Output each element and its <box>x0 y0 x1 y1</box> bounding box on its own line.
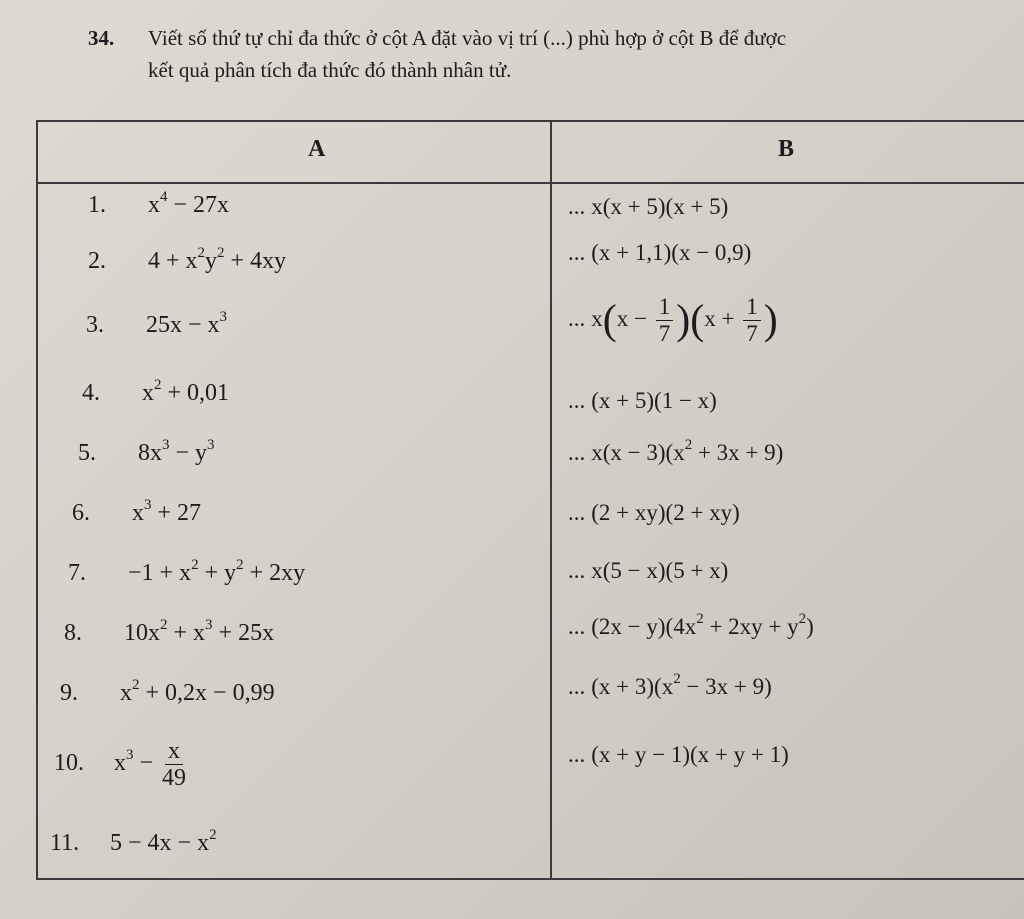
b-item-2 <box>568 240 751 266</box>
a-exponent: 4 <box>160 189 168 205</box>
b-item-4 <box>568 388 717 414</box>
right-paren: ) <box>676 297 691 344</box>
a-exponent: 3 <box>144 497 152 513</box>
column-b-header: B <box>778 136 795 162</box>
a-item-1 <box>88 189 230 219</box>
b-item-3 <box>568 294 778 347</box>
problem-text-line-2: kết quả phân tích đa thức đó thành nhân tử. <box>148 58 512 82</box>
a-term: x <box>120 680 132 706</box>
a-exponent: 3 <box>205 617 213 633</box>
b-fraction <box>743 294 761 347</box>
problem-text-line-1: Viết số thứ tự chỉ đa thức ở cột A đặt vào vị trí (...) phù hợp ở cột B để được <box>148 26 787 50</box>
a-item-number: 9. <box>60 680 78 706</box>
a-term: + 25x <box>212 620 275 646</box>
b-term: x(x + 5)(x + 5) <box>591 194 729 219</box>
b-term: x(5 − x)(5 + x) <box>591 558 729 583</box>
a-term: 5 − 4x − x <box>110 830 210 856</box>
a-item-5 <box>78 437 215 467</box>
a-exponent: 2 <box>197 245 206 261</box>
a-term: + 4xy <box>224 248 287 274</box>
a-item-number: 4. <box>82 380 100 406</box>
b-term: (2 + xy)(2 + xy) <box>591 500 740 525</box>
a-term: − y <box>169 440 208 466</box>
left-paren: ( <box>602 297 617 344</box>
a-item-4 <box>82 377 230 407</box>
a-term: x <box>142 380 154 406</box>
b-exponent: 2 <box>673 671 681 687</box>
a-exponent: 2 <box>209 827 217 843</box>
a-item-11 <box>50 827 217 857</box>
a-term: + 0,01 <box>161 380 230 406</box>
b-term: ) <box>806 614 814 639</box>
a-exponent: 3 <box>219 309 228 325</box>
a-term: 4 + x <box>148 248 198 274</box>
a-item-number: 2. <box>88 248 106 274</box>
a-term: 10x <box>124 620 160 646</box>
a-item-7 <box>68 557 306 587</box>
a-item-number: 3. <box>86 312 104 338</box>
a-exponent: 2 <box>132 677 140 693</box>
a-item-9 <box>60 677 275 707</box>
fraction-numerator: 1 <box>743 294 761 321</box>
b-exponent: 2 <box>684 437 693 453</box>
a-exponent: 2 <box>236 557 244 573</box>
b-term: − 3x + 9) <box>680 674 772 699</box>
fraction-numerator: 1 <box>656 294 674 321</box>
b-term: x <box>591 305 603 331</box>
blank-dots[interactable]: ... <box>568 388 586 413</box>
a-exponent: 3 <box>126 747 134 764</box>
a-exponent: 2 <box>160 617 168 633</box>
blank-dots[interactable]: ... <box>568 742 586 767</box>
a-item-number: 11. <box>50 830 80 856</box>
a-item-8 <box>64 617 275 647</box>
a-term: + 0,2x − 0,99 <box>139 680 275 706</box>
b-fraction <box>656 294 674 347</box>
b-item-1 <box>568 194 728 220</box>
blank-dots[interactable]: ... <box>568 305 586 331</box>
a-term: + y <box>198 560 237 586</box>
a-term: − <box>133 750 160 777</box>
b-term: x − <box>616 305 653 331</box>
a-item-number: 1. <box>88 192 106 218</box>
b-item-6 <box>568 500 740 526</box>
a-term: − 27x <box>167 192 230 218</box>
a-term: + 2xy <box>243 560 306 586</box>
problem-number: 34. <box>88 26 115 50</box>
blank-dots[interactable]: ... <box>568 558 586 583</box>
b-term: (x + 1,1)(x − 0,9) <box>591 240 752 265</box>
a-item-2 <box>88 245 287 275</box>
b-term: (2x − y)(4x <box>591 614 697 639</box>
a-item-6 <box>72 497 202 527</box>
fraction-denominator: 7 <box>746 321 758 346</box>
a-item-number: 8. <box>64 620 82 646</box>
b-item-8 <box>568 611 814 640</box>
b-exponent: 2 <box>798 611 807 627</box>
a-item-number: 7. <box>68 560 86 586</box>
column-divider <box>550 122 552 878</box>
a-exponent: 3 <box>162 437 170 453</box>
b-item-9 <box>568 671 772 700</box>
a-term: x <box>132 500 144 526</box>
matching-table <box>36 120 1024 880</box>
blank-dots[interactable]: ... <box>568 674 586 699</box>
a-term: y <box>205 248 218 274</box>
header-rule <box>38 182 1024 184</box>
fraction-denominator: 7 <box>658 321 671 346</box>
a-exponent: 3 <box>207 437 215 453</box>
a-exponent: 2 <box>191 557 199 573</box>
b-item-10 <box>568 742 789 768</box>
a-term: 8x <box>138 440 162 466</box>
a-term: x <box>114 750 126 777</box>
a-term: + 27 <box>151 500 202 526</box>
b-term: + 2xy + y <box>703 614 799 639</box>
a-term: 25x − x <box>146 312 220 338</box>
a-item-number: 10. <box>54 750 84 777</box>
b-term: + 3x + 9) <box>692 440 784 465</box>
a-exponent: 2 <box>217 245 225 261</box>
a-item-number: 6. <box>72 500 90 526</box>
b-item-5 <box>568 437 784 466</box>
left-paren: ( <box>690 297 705 344</box>
b-term: x(x − 3)(x <box>591 440 685 465</box>
a-item-number: 5. <box>78 440 96 466</box>
blank-dots[interactable]: ... <box>568 614 586 639</box>
problem-line-1 <box>88 22 1008 54</box>
column-a-header: A <box>308 136 326 162</box>
a-term: + x <box>167 620 206 646</box>
a-item-3 <box>86 309 228 339</box>
fraction-denominator: 49 <box>162 765 187 791</box>
b-term: (x + 5)(1 − x) <box>591 388 717 413</box>
a-fraction <box>162 738 186 791</box>
fraction-numerator: x <box>165 738 183 765</box>
a-exponent: 2 <box>154 377 162 393</box>
b-term: x + <box>704 305 741 331</box>
blank-dots[interactable]: ... <box>568 240 586 265</box>
blank-dots[interactable]: ... <box>568 440 586 465</box>
blank-dots[interactable]: ... <box>568 194 586 219</box>
problem-statement <box>88 22 1008 86</box>
b-item-7 <box>568 558 728 584</box>
b-term: (x + 3)(x <box>591 674 674 699</box>
a-item-10 <box>54 738 189 791</box>
b-exponent: 2 <box>696 611 704 627</box>
a-term: −1 + x <box>128 560 192 586</box>
blank-dots[interactable]: ... <box>568 500 586 525</box>
a-term: x <box>148 192 160 218</box>
right-paren: ) <box>763 297 778 344</box>
b-term: (x + y − 1)(x + y + 1) <box>591 742 789 767</box>
